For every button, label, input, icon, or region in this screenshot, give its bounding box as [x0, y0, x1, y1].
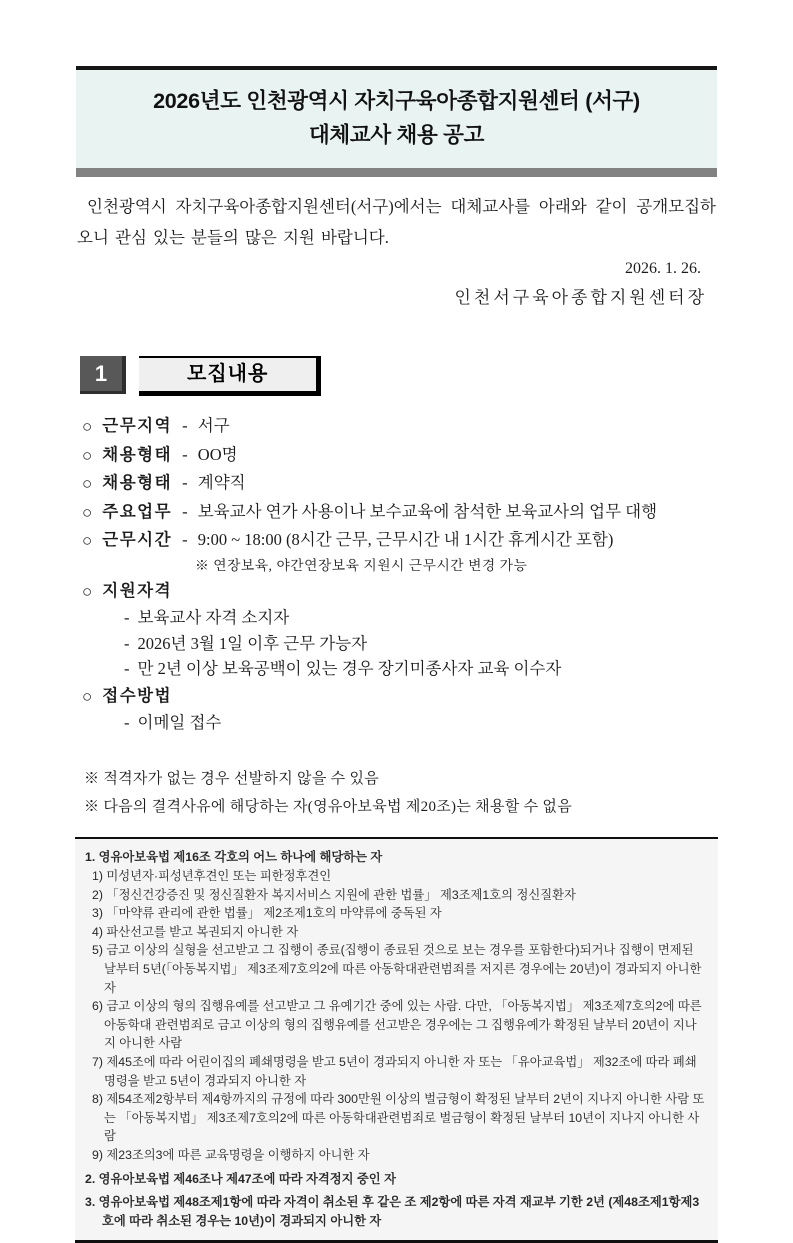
dash-separator: - — [178, 530, 192, 549]
dash-bullet: - — [124, 659, 130, 678]
recruit-subitem-text: 만 2년 이상 보육공백이 있는 경우 장기미종사자 교육 이수자 — [138, 659, 562, 678]
legal-section-heading: 1. 영유아보육법 제16조 각호의 어느 하나에 해당하는 자 — [85, 848, 706, 867]
recruit-item-value: 9:00 ~ 18:00 (8시간 근무, 근무시간 내 1시간 휴게시간 포함) — [198, 530, 614, 549]
circle-bullet-icon: ○ — [82, 446, 92, 465]
recruit-item-label: 채용형태 — [102, 473, 172, 492]
dash-bullet: - — [124, 608, 130, 627]
legal-clause: 4) 파산선고를 받고 복권되지 아니한 자 — [85, 923, 706, 942]
dash-bullet: - — [124, 713, 130, 732]
recruit-item-label: 근무지역 — [102, 416, 172, 435]
legal-section-heading: 2. 영유아보육법 제46조나 제47조에 따라 자격정지 중인 자 — [85, 1170, 706, 1189]
section-title: 모집내용 — [139, 356, 321, 396]
dash-separator: - — [178, 445, 192, 464]
recruit-item — [82, 682, 733, 711]
page-title-line2: 대체교사 채용 공고 — [76, 118, 717, 152]
section1-header — [80, 356, 793, 396]
recruit-item-label: 지원자격 — [102, 581, 172, 600]
circle-bullet-icon: ○ — [82, 582, 92, 601]
legal-clause: 7) 제45조에 따라 어린이집의 폐쇄명령을 받고 5년이 경과되지 아니한 자 또는 「유아교육법」 제32조에 따라 폐쇄 명령을 받고 5년이 경과되지 아니한 자 — [85, 1053, 706, 1090]
signature: 인천서구육아종합지원센터장 — [0, 284, 707, 312]
recruit-item-value: 서구 — [198, 416, 230, 435]
recruit-item — [82, 577, 733, 606]
legal-disqualification-box — [75, 837, 718, 1243]
circle-bullet-icon: ○ — [82, 417, 92, 436]
recruit-item — [82, 441, 733, 470]
legal-clause: 3) 「마약류 관리에 관한 법률」 제2조제1호의 마약류에 중독된 자 — [85, 904, 706, 923]
dash-separator: - — [178, 473, 192, 492]
recruit-item-value: 보육교사 연가 사용이나 보수교육에 참석한 보육교사의 업무 대행 — [198, 502, 657, 521]
page-title-line1: 2026년도 인천광역시 자치구육아종합지원센터 (서구) — [76, 84, 717, 118]
dash-bullet: - — [124, 634, 130, 653]
legal-clause: 9) 제23조의3에 따른 교육명령을 이행하지 아니한 자 — [85, 1146, 706, 1165]
recruit-item-list — [82, 412, 733, 736]
footnotes — [84, 765, 793, 822]
recruit-subitem-text: 2026년 3월 1일 이후 근무 가능자 — [138, 634, 368, 653]
legal-clause: 2) 「정신건강증진 및 정신질환자 복지서비스 지원에 관한 법률」 제3조제1호의 정신질환자 — [85, 886, 706, 905]
recruit-subitem — [82, 710, 733, 736]
dash-separator: - — [178, 502, 192, 521]
announcement-date: 2026. 1. 26. — [0, 256, 701, 282]
recruit-subitem-text: 이메일 접수 — [138, 713, 222, 732]
recruit-item-label: 채용형태 — [102, 445, 172, 464]
intro-paragraph: 인천광역시 자치구육아종합지원센터(서구)에서는 대체교사를 아래와 같이 공개모집하오니 관심 있는 분들의 많은 지원 바랍니다. — [77, 191, 716, 253]
legal-clause: 8) 제54조제2항부터 제4항까지의 규정에 따라 300만원 이상의 벌금형이 확정된 날부터 2년이 지나지 아니한 사람 또는 「아동복지법」 제3조제7호의2에 따른 아동학대관련범죄로 벌금형이 확정된 날부터 10년이 지나지 아니한 사람 — [85, 1090, 706, 1146]
title-banner-bottom-bar — [76, 168, 717, 177]
recruit-item — [82, 498, 733, 527]
recruit-item-value: OO명 — [198, 445, 238, 464]
recruit-subitem — [82, 631, 733, 657]
section-number-badge: 1 — [80, 356, 126, 394]
recruit-item-label: 주요업무 — [102, 502, 172, 521]
title-banner — [76, 66, 717, 168]
recruit-item-value: 계약직 — [198, 473, 246, 492]
legal-clause: 6) 금고 이상의 형의 집행유예를 선고받고 그 유예기간 중에 있는 사람. 다만, 「아동복지법」 제3조제7호의2에 따른 아동학대 관련범죄로 금고 이상의 형의 집행유예를 선고받은 경우에는 그 집행유예가 확정된 날부터 20년이 지나지 아니한 사람 — [85, 997, 706, 1053]
recruit-subitem — [82, 605, 733, 631]
circle-bullet-icon: ○ — [82, 474, 92, 493]
legal-clause: 5) 금고 이상의 실형을 선고받고 그 집행이 종료(집행이 종료된 것으로 보는 경우를 포함한다)되거나 집행이 면제된 날부터 5년(「아동복지법」 제3조제7호의2에 따른 아동학대관련범죄를 저지른 경우에는 20년)이 경과되지 아니한 자 — [85, 941, 706, 997]
recruit-item-label: 접수방법 — [102, 686, 172, 705]
recruit-item — [82, 526, 733, 555]
footnote: ※ 다음의 결격사유에 해당하는 자(영유아보육법 제20조)는 채용할 수 없음 — [84, 793, 793, 822]
circle-bullet-icon: ○ — [82, 687, 92, 706]
legal-clause: 1) 미성년자·피성년후견인 또는 피한정후견인 — [85, 867, 706, 886]
legal-section-heading: 3. 영유아보육법 제48조제1항에 따라 자격이 취소된 후 같은 조 제2항에 따른 자격 재교부 기한 2년 (제48조제1항제3호에 따라 취소된 경우는 10년)이 경과되지 아니한 자 — [85, 1193, 706, 1230]
recruit-item — [82, 412, 733, 441]
recruit-item — [82, 469, 733, 498]
dash-separator: - — [178, 416, 192, 435]
recruit-subitem — [82, 656, 733, 682]
recruit-subitem-text: 보육교사 자격 소지자 — [138, 608, 290, 627]
footnote: ※ 적격자가 없는 경우 선발하지 않을 수 있음 — [84, 765, 793, 794]
recruit-item-note: ※ 연장보육, 야간연장보육 지원시 근무시간 변경 가능 — [82, 555, 733, 577]
circle-bullet-icon: ○ — [82, 503, 92, 522]
recruit-item-label: 근무시간 — [102, 530, 172, 549]
circle-bullet-icon: ○ — [82, 531, 92, 550]
